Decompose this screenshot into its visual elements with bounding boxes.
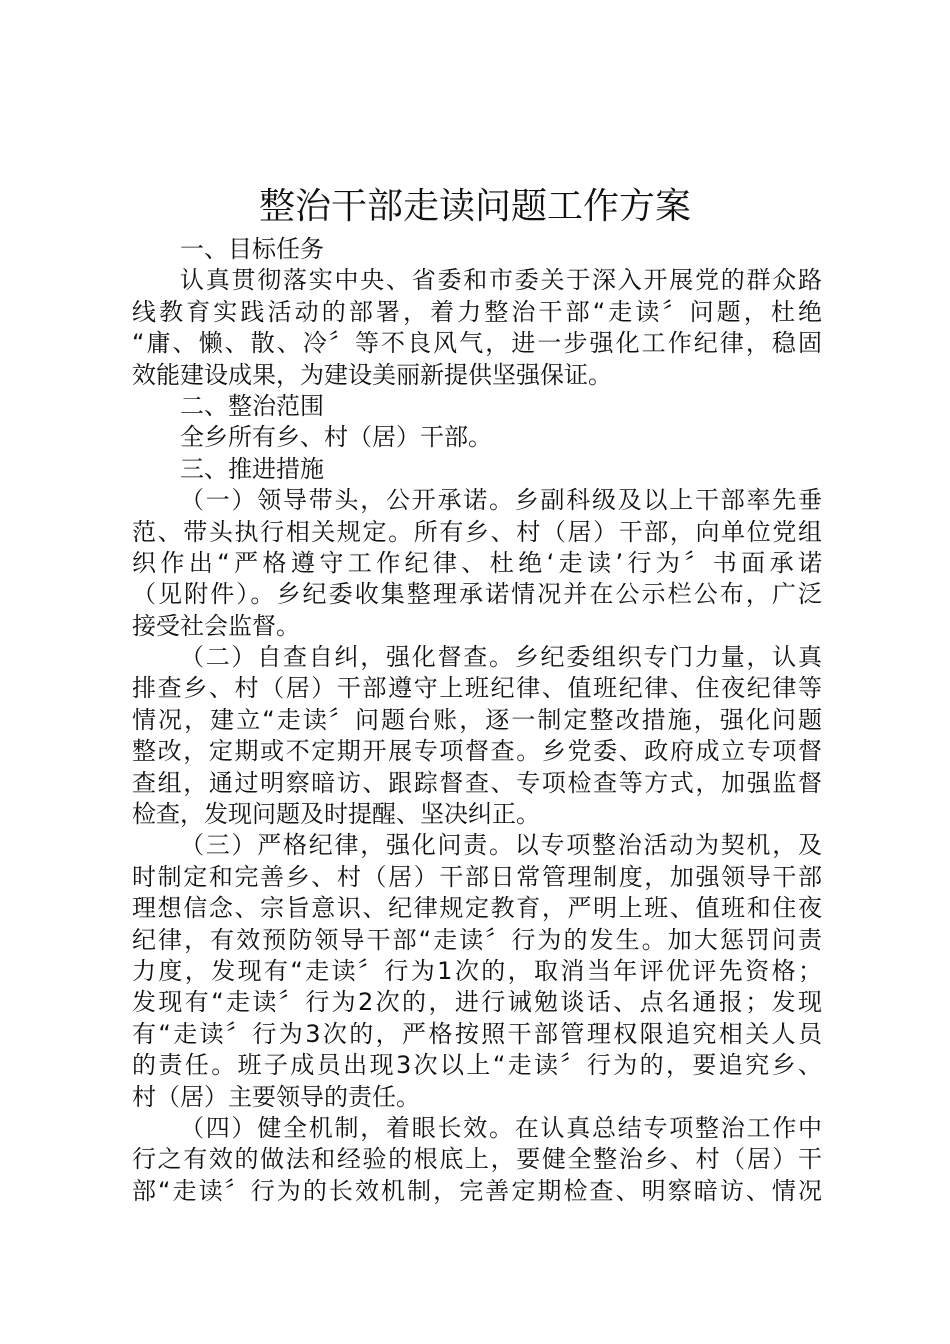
body-line: 一、目标任务 bbox=[180, 235, 324, 263]
body-line: 检查，发现问题及时提醒、坚决纠正。 bbox=[132, 800, 540, 829]
document-title: 整治干部走读问题工作方案 bbox=[258, 186, 691, 227]
body-line: 认真贯彻落实中央、省委和市委关于深入开展党的群众路 bbox=[180, 266, 822, 295]
body-line: 发现有“走读〞行为2次的，进行诫勉谈话、点名通报；发现 bbox=[132, 988, 822, 1017]
body-line: 力度，发现有“走读〞行为1次的，取消当年评优评先资格； bbox=[132, 956, 822, 985]
body-line: 村（居）主要领导的责任。 bbox=[132, 1082, 420, 1111]
body-line: 线教育实践活动的部署，着力整治干部“走读〞问题，杜绝 bbox=[132, 297, 822, 326]
body-line: （见附件）。乡纪委收集整理承诺情况并在公示栏公布，广泛 bbox=[132, 580, 822, 609]
body-line: 理想信念、宗旨意识、纪律规定教育，严明上班、值班和住夜 bbox=[132, 894, 822, 923]
body-line: 范、带头执行相关规定。所有乡、村（居）干部，向单位党组 bbox=[132, 517, 822, 546]
body-line: 整改，定期或不定期开展专项督查。乡党委、政府成立专项督 bbox=[132, 737, 822, 766]
body-line: “庸、懒、散、冷〞等不良风气，进一步强化工作纪律，稳固 bbox=[132, 329, 822, 358]
body-line: 织作出“严格遵守工作纪律、杜绝‘走读’行为〞书面承诺 bbox=[132, 548, 822, 577]
body-line: 三、推进措施 bbox=[180, 454, 324, 483]
body-line: 二、整治范围 bbox=[180, 391, 324, 420]
body-line: 纪律，有效预防领导干部“走读〞行为的发生。加大惩罚问责 bbox=[132, 925, 822, 954]
body-line: 全乡所有乡、村（居）干部。 bbox=[180, 423, 492, 452]
body-line: 有“走读〞行为3次的，严格按照干部管理权限追究相关人员 bbox=[132, 1019, 822, 1048]
body-line: （二）自查自纠，强化督查。乡纪委组织专门力量，认真 bbox=[180, 643, 822, 672]
body-line: 行之有效的做法和经验的根底上，要健全整治乡、村（居）干 bbox=[132, 1145, 822, 1174]
body-line: （三）严格纪律，强化问责。以专项整治活动为契机，及 bbox=[180, 831, 822, 860]
document-body bbox=[132, 234, 822, 1207]
body-line: 查组，通过明察暗访、跟踪督查、专项检查等方式，加强监督 bbox=[132, 768, 822, 797]
body-line: 效能建设成果，为建设美丽新提供坚强保证。 bbox=[132, 360, 612, 389]
body-line: 排查乡、村（居）干部遵守上班纪律、值班纪律、住夜纪律等 bbox=[132, 674, 822, 703]
body-line: 情况，建立“走读〞问题台账，逐一制定整改措施，强化问题 bbox=[132, 705, 822, 734]
body-line: （四）健全机制，着眼长效。在认真总结专项整治工作中 bbox=[180, 1113, 822, 1142]
body-line: 接受社会监督。 bbox=[132, 611, 300, 640]
body-line: 的责任。班子成员出现3次以上“走读〞行为的，要追究乡、 bbox=[132, 1051, 822, 1080]
body-line: （一）领导带头，公开承诺。乡副科级及以上干部率先垂 bbox=[180, 486, 822, 515]
body-line: 部“走读〞行为的长效机制，完善定期检查、明察暗访、情况 bbox=[132, 1176, 822, 1205]
body-line: 时制定和完善乡、村（居）干部日常管理制度，加强领导干部 bbox=[132, 862, 822, 891]
